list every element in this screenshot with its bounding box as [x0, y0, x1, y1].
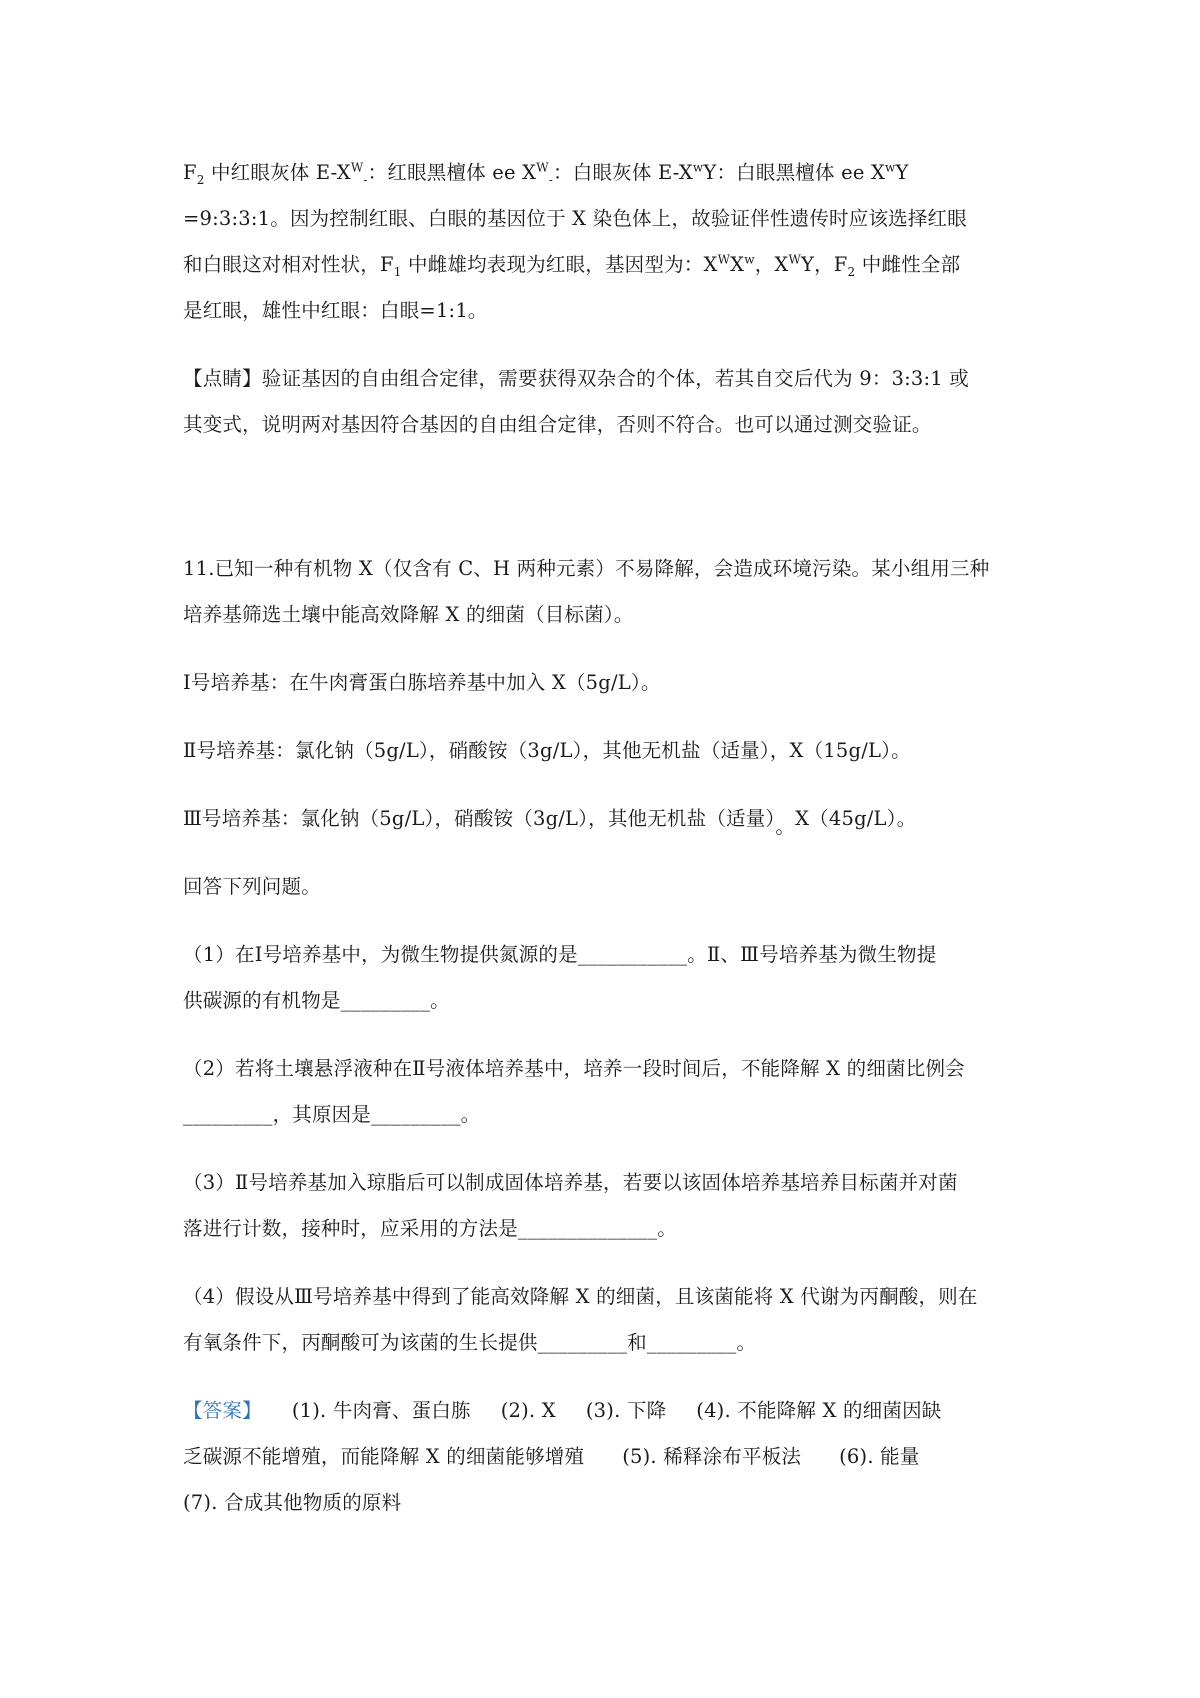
text: 中雌雄均表现为红眼，基因型为：X: [401, 253, 718, 276]
text: ：红眼黑檀体 ee X: [367, 161, 537, 184]
analysis-line-1: [183, 150, 1028, 196]
sub-question-1-line-2: [183, 978, 1028, 1024]
superscript: w: [744, 252, 755, 267]
superscript: W: [350, 160, 364, 175]
text: 中雌性全部: [855, 253, 961, 276]
sub-question-3-line-2: [183, 1206, 1028, 1252]
analysis-line-2: =9:3:3:1。因为控制红眼、白眼的基因位于 X 染色体上，故验证伴性遗传时应该选择红眼: [183, 207, 967, 230]
text: 。Ⅱ、Ⅲ号培养基为微生物提: [687, 943, 937, 966]
text: 。: [775, 815, 796, 838]
answer-tag: 【答案】: [183, 1399, 262, 1422]
text: 供碳源的有机物是: [183, 989, 341, 1012]
answer-item: 乏碳源不能增殖，而能降解 X 的细菌能够增殖: [183, 1445, 585, 1468]
analysis-line-4: 是红眼，雄性中红眼：白眼=1:1。: [183, 299, 488, 322]
sub-question-4-line-2: [183, 1320, 1028, 1366]
text: 。: [430, 989, 450, 1012]
superscript: W: [536, 160, 549, 175]
answer-line-3: (7). 合成其他物质的原料: [183, 1491, 402, 1514]
comment-tag: 【点睛】: [183, 367, 262, 390]
document-page: [183, 150, 1028, 1526]
text: ，X: [754, 253, 789, 276]
answer-blank[interactable]: _________: [183, 1103, 273, 1126]
subscript: -: [548, 172, 554, 187]
question-prompt: 回答下列问题。: [183, 875, 321, 898]
answer-item: (6). 能量: [839, 1445, 920, 1468]
medium-3: [183, 796, 1028, 842]
subscript: -: [363, 172, 368, 187]
question-stem-line-2: 培养基筛选土壤中能高效降解 X 的细菌（目标菌）。: [183, 603, 634, 626]
question-stem-line-1: 11.已知一种有机物 X（仅含有 C、H 两种元素）不易降解，会造成环境污染。某小组用三种: [183, 557, 990, 580]
answer-item: (4). 不能降解 X 的细菌因缺: [696, 1399, 942, 1422]
text: Ⅲ号培养基：氯化钠（5g/L），硝酸铵（3g/L），其他无机盐（适量）: [183, 807, 776, 830]
answer-item: (1). 牛肉膏、蛋白胨: [291, 1399, 471, 1422]
text: Y: [895, 161, 909, 184]
text: 和: [627, 1331, 647, 1354]
sub-question-1-line-1: [183, 932, 1028, 978]
sub-question-2-line-1: （2）若将土壤悬浮液种在Ⅱ号液体培养基中，培养一段时间后，不能降解 X 的细菌比例会: [183, 1057, 965, 1080]
answer-blank[interactable]: _________: [340, 989, 431, 1012]
answer-blank[interactable]: _________: [646, 1331, 737, 1354]
text: 。: [460, 1103, 481, 1126]
text: X（45g/L）。: [795, 807, 917, 830]
superscript: w: [692, 160, 704, 175]
superscript: W: [788, 252, 802, 267]
subscript: 2: [847, 264, 856, 279]
subscript: 1: [393, 264, 402, 279]
sub-question-2-line-2: [183, 1092, 1028, 1138]
superscript: W: [717, 252, 731, 267]
comment-line-2: 其变式，说明两对基因符合基因的自由组合定律，否则不符合。也可以通过测交验证。: [183, 413, 932, 436]
text: 落进行计数，接种时，应采用的方法是: [183, 1217, 518, 1240]
text: 和白眼这对相对性状，F: [183, 253, 394, 276]
medium-1: Ⅰ号培养基：在牛肉膏蛋白胨培养基中加入 X（5g/L）。: [183, 671, 661, 694]
answer-blank[interactable]: _________: [537, 1331, 628, 1354]
analysis-line-3: [183, 242, 1028, 288]
text: 。: [736, 1331, 757, 1354]
answer-line-2: [183, 1434, 1028, 1480]
answer-item: (2). X: [500, 1399, 556, 1422]
answer-item: (5). 稀释涂布平板法: [622, 1445, 802, 1468]
text: Y：白眼黑檀体 ee X: [703, 161, 886, 184]
comment-line-1: [183, 356, 1028, 402]
medium-2: Ⅱ号培养基：氯化钠（5g/L），硝酸铵（3g/L），其他无机盐（适量），X（15g/L）。: [183, 739, 911, 762]
text: X: [730, 253, 745, 276]
superscript: w: [885, 160, 896, 175]
text: 中红眼灰体 E-X: [204, 161, 351, 184]
subscript: 2: [196, 172, 205, 187]
text: F: [183, 161, 197, 184]
text: 验证基因的自由组合定律，需要获得双杂合的个体，若其自交后代为 9：3:3:1 或: [261, 367, 969, 390]
answer-item: (3). 下降: [585, 1399, 667, 1422]
text: ：白眼灰体 E-X: [553, 161, 693, 184]
answer-blank[interactable]: _________: [371, 1103, 461, 1126]
sub-question-3-line-1: （3）Ⅱ号培养基加入琼脂后可以制成固体培养基，若要以该固体培养基培养目标菌并对菌: [183, 1171, 958, 1194]
answer-blank[interactable]: ___________: [577, 943, 688, 966]
text: ，其原因是: [272, 1103, 372, 1126]
sub-question-4-line-1: （4）假设从Ⅲ号培养基中得到了能高效降解 X 的细菌，且该菌能将 X 代谢为丙酮酸，则在: [183, 1285, 978, 1308]
answer-line-1: [183, 1388, 1028, 1434]
answer-blank[interactable]: ______________: [517, 1217, 658, 1240]
text: Y，F: [801, 253, 848, 276]
text: 有氧条件下，丙酮酸可为该菌的生长提供: [183, 1331, 538, 1354]
text: 。: [657, 1217, 677, 1240]
text: （1）在Ⅰ号培养基中，为微生物提供氮源的是: [183, 943, 578, 966]
